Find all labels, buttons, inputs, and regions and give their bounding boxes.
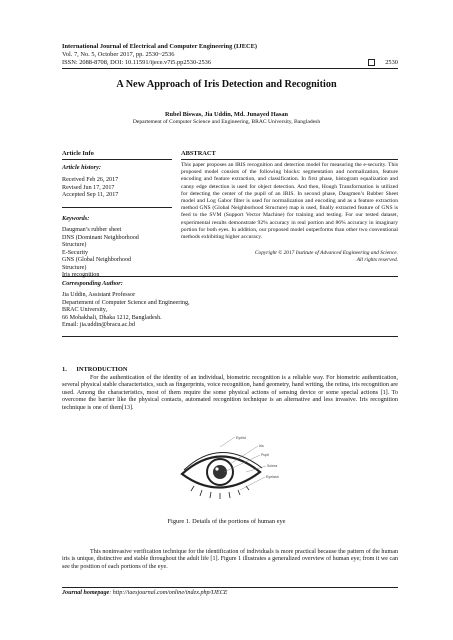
corresponding-name: Jia Uddin, Assistant Professor — [62, 292, 136, 298]
keywords-list — [62, 227, 139, 280]
keyword-item: Structure) — [62, 242, 87, 248]
journal-homepage — [62, 590, 228, 596]
keywords-heading: Keywords: — [62, 215, 90, 222]
corresponding-university: BRAC University, — [62, 307, 107, 313]
introduction-paragraph: For the authentication of the identity of an individual, biometric recognition is a reliable way. For biometric authentication, several physical stable characteristics, such as fingerprints, voice recognition, hand geometry, hand writing, the retina, iris recognition are used. Among the characteristics, most of them require the some physical actions of sensing device or some special actions [1]. To overcome the barrier like the physical contacts, automated recognition technique is an alternative and less invasive. Iris recognition technique is one of them[13]. — [62, 375, 398, 411]
corresponding-dept: Departement of Computer Science and Engineering, — [62, 299, 190, 306]
copyright-rights: All rights reserved. — [356, 257, 398, 264]
history-received: Received Feb 26, 2017 — [62, 177, 119, 183]
label-sclera: Sclera — [267, 464, 278, 468]
label-eyelid: Eyelid — [236, 436, 246, 440]
keyword-item: Structure) — [62, 264, 87, 271]
eye-figure — [180, 434, 290, 510]
keyword-item: DNS (Dominant Neighborhood — [62, 234, 139, 241]
label-pupil: Pupil — [261, 453, 269, 457]
homepage-url: : http://iaesjournal.com/online/index.php/IJECE — [109, 590, 228, 596]
author-affiliation: Departement of Computer Science and Engineering, BRAC University, Bangladesh — [132, 119, 321, 125]
corresponding-rule — [62, 336, 398, 337]
introduction-heading: 1. INTRODUCTION — [62, 366, 128, 373]
page-number-area — [368, 59, 398, 67]
label-eyelash: Eyelash — [266, 475, 279, 479]
paper-title: A New Approach of Iris Detection and Recognition — [116, 79, 337, 90]
corresponding-heading: Corresponding Author: — [62, 280, 123, 287]
copyright-line: Copyright © 2017 Institute of Advanced Engineering and Science. — [254, 250, 398, 256]
article-info-heading: Article Info — [62, 150, 94, 157]
figure-caption: Figure 1. Details of the portions of human eye — [167, 518, 286, 525]
history-revised: Revised Jun 17, 2017 — [62, 184, 115, 191]
pupil-highlight — [215, 467, 218, 470]
keyword-item: Daugman’s rubber sheet — [62, 227, 122, 233]
copyright — [181, 250, 398, 264]
corresponding-address: 66 Mohakhali, Dhaka 1212, Bangladesh. — [62, 314, 162, 321]
history-heading: Article history: — [62, 164, 102, 171]
journal-name: International Journal of Electrical and Computer Engineering (IJECE) — [62, 43, 257, 50]
paper-authors: Rubel Biswas, Jia Uddin, Md. Junayed Hasan — [165, 111, 288, 118]
journal-volume: Vol. 7, No. 5, October 2017, pp. 2530~2536 — [62, 51, 175, 58]
abstract-heading: ABSTRACT — [181, 150, 216, 157]
body-paragraph: This noninvasive verification technique for the identification of individuals is more practical because the pattern of the human iris is unique, distinctive and stable throughout the adult life [1]. Figure 1 illustrates a generalized overview of human eye; from it we can see the position of each portions of the eye. — [62, 549, 398, 570]
keyword-item: Iris recognition — [62, 272, 100, 278]
abstract-rule — [181, 159, 398, 160]
corresponding-email: Email: jia.uddin@bracu.ac.bd — [62, 322, 135, 328]
keyword-item: GNS (Global Neighborhood — [62, 257, 132, 263]
homepage-label: Journal homepage — [62, 590, 110, 596]
square-icon — [368, 59, 375, 66]
abstract-text: This paper proposes an IRIS recognition and detection model for measuring the e-security. This proposed model consists of the following blocks: segmentation and normalization, feature encoding and feature extraction, and classification. In first phase, histogram equalization and canny edge detection is used for object detection. And then, Hough Transformation is utilized for detecting the center of the pupil of an IRIS. In second phase, Daugmen’s Rubber Sheet model and Log Gabor filter is used for normalization and encoding and as a feature extraction method GNS (Global Neighborhood Structure) map is used, finally extracted feature of GNS is feed to the SVM (Support Vector Machine) for training and testing. For our tested dataset, experimental results demonstrate 92% accuracy in real portion and 86% accuracy in imaginary portion for both eyes. In addition, our proposed model outperforms than other two conventional methods exhibiting higher accuracy. — [181, 162, 398, 241]
label-iris: Iris — [259, 444, 264, 448]
history-list — [62, 177, 118, 200]
journal-issn: ISSN: 2088-8708, DOI: 10.11591/ijece.v7i5.pp2530-2536 — [62, 59, 212, 66]
header-rule — [62, 68, 398, 69]
keyword-item: E-Security — [62, 249, 89, 256]
abstract-bottom-rule — [62, 276, 398, 277]
corresponding-details — [62, 292, 190, 330]
history-accepted: Accepted Sep 11, 2017 — [62, 192, 119, 198]
footer-rule — [62, 587, 398, 588]
article-info-rule — [62, 159, 172, 160]
history-rule — [62, 207, 172, 208]
pupil-shape — [213, 465, 227, 479]
page-number: 2530 — [385, 59, 398, 66]
